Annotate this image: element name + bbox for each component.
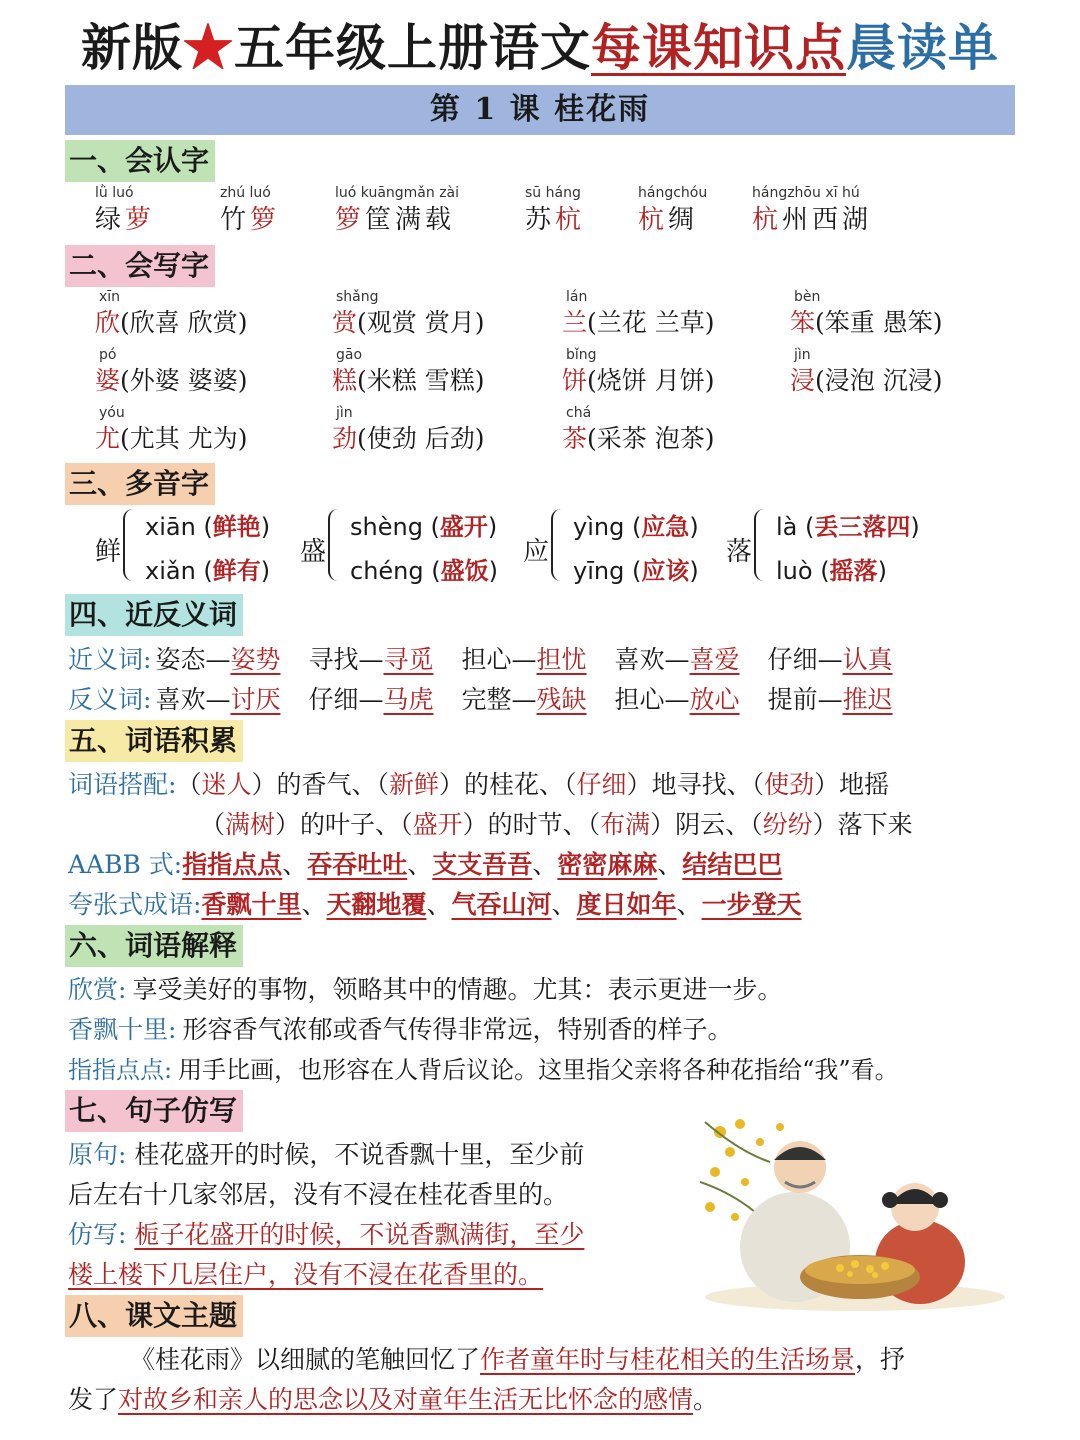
explanation-term: 指指点点: (68, 1056, 173, 1084)
synonyms-pair (768, 640, 893, 676)
base-word: 完整— (461, 685, 537, 714)
pinyin: jìn (794, 347, 811, 363)
recognize-char-a: 箩 (335, 205, 366, 235)
separator: 、 (301, 890, 327, 919)
antonym-label: 反义词: (68, 685, 152, 714)
write-words: (采茶 泡茶) (587, 424, 715, 453)
reading-pinyin: là ( (776, 513, 815, 541)
paren-open: （ (200, 810, 226, 839)
separator: 、 (532, 850, 558, 879)
reading-2 (573, 551, 699, 586)
imitation-line-1 (68, 1215, 584, 1251)
aabb-word: 指指点点 (182, 850, 283, 879)
synonym-line (68, 640, 921, 676)
target-word: 姿势 (230, 645, 281, 674)
write-row (332, 364, 484, 398)
write-words: (米糕 雪糕) (357, 366, 485, 395)
brace-icon (123, 509, 135, 581)
title-part-edition: 新版 (81, 18, 183, 77)
recognize-chars (95, 203, 155, 237)
reading-word: 丢三落四 (814, 512, 911, 541)
star-icon: ★ (183, 18, 234, 77)
original-text-1: 桂花盛开的时候，不说香飘十里，至少前 (134, 1140, 585, 1169)
write-item (562, 346, 714, 398)
reading-word: 鲜有 (212, 556, 261, 585)
target-word: 推迟 (842, 685, 893, 714)
pinyin: hángchóu (638, 185, 708, 201)
write-char: 劲 (332, 424, 358, 453)
reading-1 (350, 507, 497, 542)
write-row (95, 306, 247, 340)
title-part-reading: 晨读单 (846, 18, 999, 77)
explanation-line (68, 970, 782, 1006)
idiom-word: 香飘十里 (201, 890, 302, 919)
write-words: (笨重 愚笨) (815, 308, 943, 337)
write-char: 茶 (562, 424, 588, 453)
explanation-term: 欣赏: (68, 975, 127, 1004)
theme-line-1 (130, 1340, 905, 1376)
write-words: (欣喜 欣赏) (120, 308, 248, 337)
paren-open: （ (176, 770, 202, 799)
write-row (95, 364, 247, 398)
reading-word: 盛开 (439, 512, 488, 541)
recognize-char-b: 箩 (250, 205, 281, 235)
separator: 、 (657, 850, 683, 879)
collocation-rest: ）的桂花、 (439, 770, 565, 799)
write-item (95, 404, 247, 456)
base-word: 喜欢— (155, 685, 231, 714)
reading-1 (145, 507, 270, 542)
write-words: (外婆 婆婆) (120, 366, 248, 395)
base-word: 提前— (767, 685, 843, 714)
brace-icon (754, 509, 766, 581)
section-header-theme: 八、课文主题 (65, 1295, 243, 1337)
synonyms-pair (308, 640, 433, 676)
reading-pinyin: xiān ( (145, 513, 213, 541)
target-word: 讨厌 (230, 685, 281, 714)
pinyin: bèn (794, 289, 821, 305)
theme-text-2c: 。 (693, 1385, 719, 1414)
write-words: (使劲 后劲) (357, 424, 485, 453)
explanation-line (68, 1050, 899, 1085)
separator: 、 (426, 890, 452, 919)
recognize-char-b: 筐满载 (365, 205, 456, 235)
write-row (562, 364, 714, 398)
idiom-word: 天翻地覆 (326, 890, 427, 919)
close-paren: ) (910, 513, 920, 541)
write-char: 婆 (95, 366, 121, 395)
recognize-chars (335, 203, 459, 237)
recognize-chars (525, 203, 585, 237)
recognize-char-b: 绸 (668, 205, 699, 235)
original-sentence-line-2: 后左右十几家邻居，没有不浸在桂花香里的。 (68, 1180, 569, 1209)
aabb-word: 密密麻麻 (557, 850, 658, 879)
write-char: 赏 (332, 308, 358, 337)
antonyms-pair (308, 680, 433, 716)
recognize-item (752, 183, 872, 237)
recognize-char-a: 杭 (638, 205, 669, 235)
aabb-word: 结结巴巴 (682, 850, 783, 879)
reading-pinyin: yìng ( (573, 513, 642, 541)
section-header-accumulation: 五、词语积累 (65, 720, 243, 762)
reading-1 (776, 507, 920, 542)
target-word: 马虎 (383, 685, 434, 714)
close-paren: ) (260, 557, 271, 585)
collocation-word: 新鲜 (389, 770, 440, 799)
theme-text-2a: 发了 (68, 1385, 119, 1414)
write-row (332, 306, 484, 340)
idiom-line (68, 885, 802, 921)
reading-2 (350, 551, 498, 586)
collocation-rest: ）落下来 (812, 810, 913, 839)
pinyin: pó (99, 347, 117, 363)
paren-open: （ (751, 770, 765, 799)
imitation-label: 仿写: (68, 1220, 127, 1249)
close-paren: ) (689, 513, 699, 541)
write-words: (兰花 兰草) (587, 308, 715, 337)
base-word: 喜欢— (614, 645, 690, 674)
collocation-word: 满树 (225, 810, 276, 839)
original-label: 原句: (68, 1140, 127, 1169)
base-word: 仔细— (308, 685, 384, 714)
recognize-item (638, 183, 707, 237)
collocation-line-1 (68, 765, 889, 801)
reading-2 (776, 551, 887, 586)
explanation-term: 香飘十里: (68, 1015, 177, 1044)
aabb-line (68, 845, 782, 881)
base-word: 担心— (461, 645, 537, 674)
section-header-explain: 六、词语解释 (65, 925, 243, 967)
recognize-char-a: 绿 (95, 205, 126, 235)
write-item (95, 346, 247, 398)
target-word: 喜爱 (689, 645, 740, 674)
recognize-item (335, 183, 459, 237)
lesson-title-bar: 第 1 课 桂花雨 (65, 85, 1015, 135)
collocation-word: 仔细 (576, 770, 627, 799)
separator: 、 (551, 890, 577, 919)
recognize-char-b: 杭 (555, 205, 586, 235)
recognize-item (220, 183, 280, 237)
collocation-rest: ）阴云、 (650, 810, 751, 839)
collocation-word: 使劲 (764, 770, 815, 799)
collocation-label: 词语搭配: (68, 770, 177, 799)
write-row (332, 422, 484, 456)
base-word: 姿态— (155, 645, 231, 674)
recognize-chars (220, 203, 280, 237)
write-item (790, 288, 942, 340)
idiom-word: 一步登天 (701, 890, 802, 919)
explanation-text: 形容香气浓郁或香气传得非常远，特别香的样子。 (182, 1015, 733, 1044)
aabb-word: 支支吾吾 (432, 850, 533, 879)
separator: 、 (282, 850, 308, 879)
theme-text-1c: ，抒 (855, 1345, 906, 1374)
target-word: 寻觅 (383, 645, 434, 674)
write-char: 饼 (562, 366, 588, 395)
recognize-chars (752, 203, 872, 237)
explanation-text: 用手比画，也形容在人背后议论。这里指父亲将各种花指给“我”看。 (178, 1056, 899, 1084)
imitation-text-1: 栀子花盛开的时候，不说香飘满街，至少 (134, 1220, 585, 1249)
collocation-rest: ）地摇 (814, 770, 890, 799)
base-word: 担心— (614, 685, 690, 714)
paren-open: （ (400, 810, 413, 839)
reading-pinyin: xiǎn ( (145, 557, 213, 585)
collocation-rest: ）的香气、 (251, 770, 377, 799)
idiom-label: 夸张式成语: (68, 890, 202, 919)
original-sentence-line-1 (68, 1135, 584, 1171)
close-paren: ) (689, 557, 699, 585)
pinyin: lǜ luó (95, 185, 134, 201)
reading-2 (145, 551, 270, 586)
section-header-recognize: 一、会认字 (65, 140, 215, 182)
recognize-item (525, 183, 585, 237)
theme-line-2 (68, 1380, 718, 1416)
collocation-rest: ）地寻找、 (626, 770, 752, 799)
recognize-char-b: 州西湖 (782, 205, 873, 235)
synonyms-pair (462, 640, 587, 676)
synonyms-pair (615, 640, 740, 676)
write-item (562, 404, 714, 456)
write-words: (观赏 赏月) (357, 308, 485, 337)
write-row (790, 364, 942, 398)
write-row (562, 306, 714, 340)
antonyms-pair (615, 680, 740, 716)
theme-text-1b: 作者童年时与桂花相关的生活场景 (480, 1345, 856, 1374)
title-part-grade: 五年级上册语文 (234, 18, 591, 77)
polyphonic-char: 落 (726, 537, 753, 567)
antonyms-pair (462, 680, 587, 716)
write-char: 浸 (790, 366, 816, 395)
pinyin: chá (566, 405, 592, 421)
paren-open: （ (376, 770, 389, 799)
write-char: 尤 (95, 424, 121, 453)
recognize-char-a: 杭 (752, 205, 783, 235)
osmanthus-illustration (700, 1112, 1010, 1312)
reading-pinyin: shèng ( (350, 513, 440, 541)
target-word: 放心 (689, 685, 740, 714)
write-row (790, 306, 942, 340)
pinyin: shǎng (336, 289, 379, 305)
close-paren: ) (877, 557, 887, 585)
antonyms-pair (768, 680, 893, 716)
reading-pinyin: yīng ( (573, 557, 642, 585)
write-char: 兰 (562, 308, 588, 337)
collocation-rest: ）的时节、 (462, 810, 588, 839)
reading-pinyin: chéng ( (350, 557, 441, 585)
synonyms-pair (155, 640, 280, 676)
theme-text-2b: 对故乡和亲人的思念以及对童年生活无比怀念的感情 (118, 1385, 694, 1414)
base-word: 寻找— (308, 645, 384, 674)
write-char: 糕 (332, 366, 358, 395)
pinyin: hángzhōu xī hú (752, 185, 860, 201)
section-header-synonyms: 四、近反义词 (65, 594, 243, 636)
explanation-text: 享受美好的事物，领略其中的情趣。尤其：表示更进一步。 (132, 975, 783, 1004)
polyphonic-char: 鲜 (95, 537, 122, 567)
pinyin: xīn (99, 289, 121, 305)
collocation-word: 纷纷 (762, 810, 813, 839)
reading-word: 盛饭 (440, 556, 489, 585)
collocation-word: 布满 (600, 810, 651, 839)
recognize-char-a: 苏 (525, 205, 556, 235)
recognize-char-a: 竹 (220, 205, 251, 235)
reading-pinyin: luò ( (776, 557, 830, 585)
target-word: 担忧 (536, 645, 587, 674)
write-item (332, 288, 484, 340)
write-char: 笨 (790, 308, 816, 337)
collocation-line-2 (200, 805, 913, 841)
polyphonic-char: 应 (523, 537, 550, 567)
pinyin: gāo (336, 347, 363, 363)
aabb-label: AABB 式: (68, 850, 183, 879)
idiom-word: 度日如年 (576, 890, 677, 919)
pinyin: sū háng (525, 185, 581, 201)
recognize-char-b: 萝 (125, 205, 156, 235)
reading-1 (573, 507, 699, 542)
explanation-line (68, 1010, 732, 1046)
write-row (562, 422, 714, 456)
write-item (95, 288, 247, 340)
write-words: (浸泡 沉浸) (815, 366, 943, 395)
write-words: (烧饼 月饼) (587, 366, 715, 395)
imitation-line-2: 楼上楼下几层住户，没有不浸在花香里的。 (68, 1260, 544, 1289)
section-header-polyphonic: 三、多音字 (65, 463, 215, 505)
pinyin: bǐng (566, 347, 597, 363)
write-item (562, 288, 714, 340)
pinyin: lán (566, 289, 588, 305)
reading-word: 摇落 (829, 556, 878, 585)
brace-icon (328, 509, 340, 581)
antonym-line (68, 680, 921, 716)
write-words: (尤其 尤为) (120, 424, 248, 453)
collocation-rest: ）的叶子、 (275, 810, 401, 839)
reading-word: 应急 (641, 512, 690, 541)
aabb-word: 吞吞吐吐 (307, 850, 408, 879)
paren-open: （ (564, 770, 577, 799)
write-item (332, 346, 484, 398)
target-word: 残缺 (536, 685, 587, 714)
title-part-knowledge: 每课知识点 (591, 18, 846, 77)
write-item (332, 404, 484, 456)
brace-icon (551, 509, 563, 581)
separator: 、 (407, 850, 433, 879)
close-paren: ) (487, 513, 498, 541)
polyphonic-char: 盛 (300, 537, 327, 567)
collocation-word: 迷人 (201, 770, 252, 799)
synonym-label: 近义词: (68, 645, 152, 674)
paren-open: （ (750, 810, 763, 839)
pinyin: jìn (336, 405, 353, 421)
pinyin: yóu (99, 405, 125, 421)
paren-open: （ (587, 810, 601, 839)
antonyms-pair (155, 680, 280, 716)
write-char: 欣 (95, 308, 121, 337)
recognize-chars (638, 203, 707, 237)
pinyin: zhú luó (220, 185, 271, 201)
target-word: 认真 (842, 645, 893, 674)
idiom-word: 气吞山河 (451, 890, 552, 919)
close-paren: ) (488, 557, 498, 585)
write-row (95, 422, 247, 456)
page-title (0, 8, 1080, 80)
reading-word: 应该 (641, 556, 690, 585)
separator: 、 (676, 890, 702, 919)
write-item (790, 346, 942, 398)
section-header-write: 二、会写字 (65, 245, 215, 287)
close-paren: ) (260, 513, 271, 541)
base-word: 仔细— (767, 645, 843, 674)
pinyin: luó kuāngmǎn zài (335, 185, 460, 201)
reading-word: 鲜艳 (212, 512, 261, 541)
section-header-imitate: 七、句子仿写 (65, 1090, 243, 1132)
recognize-item (95, 183, 155, 237)
collocation-word: 盛开 (412, 810, 463, 839)
theme-text-1a: 《桂花雨》以细腻的笔触回忆了 (130, 1345, 481, 1374)
